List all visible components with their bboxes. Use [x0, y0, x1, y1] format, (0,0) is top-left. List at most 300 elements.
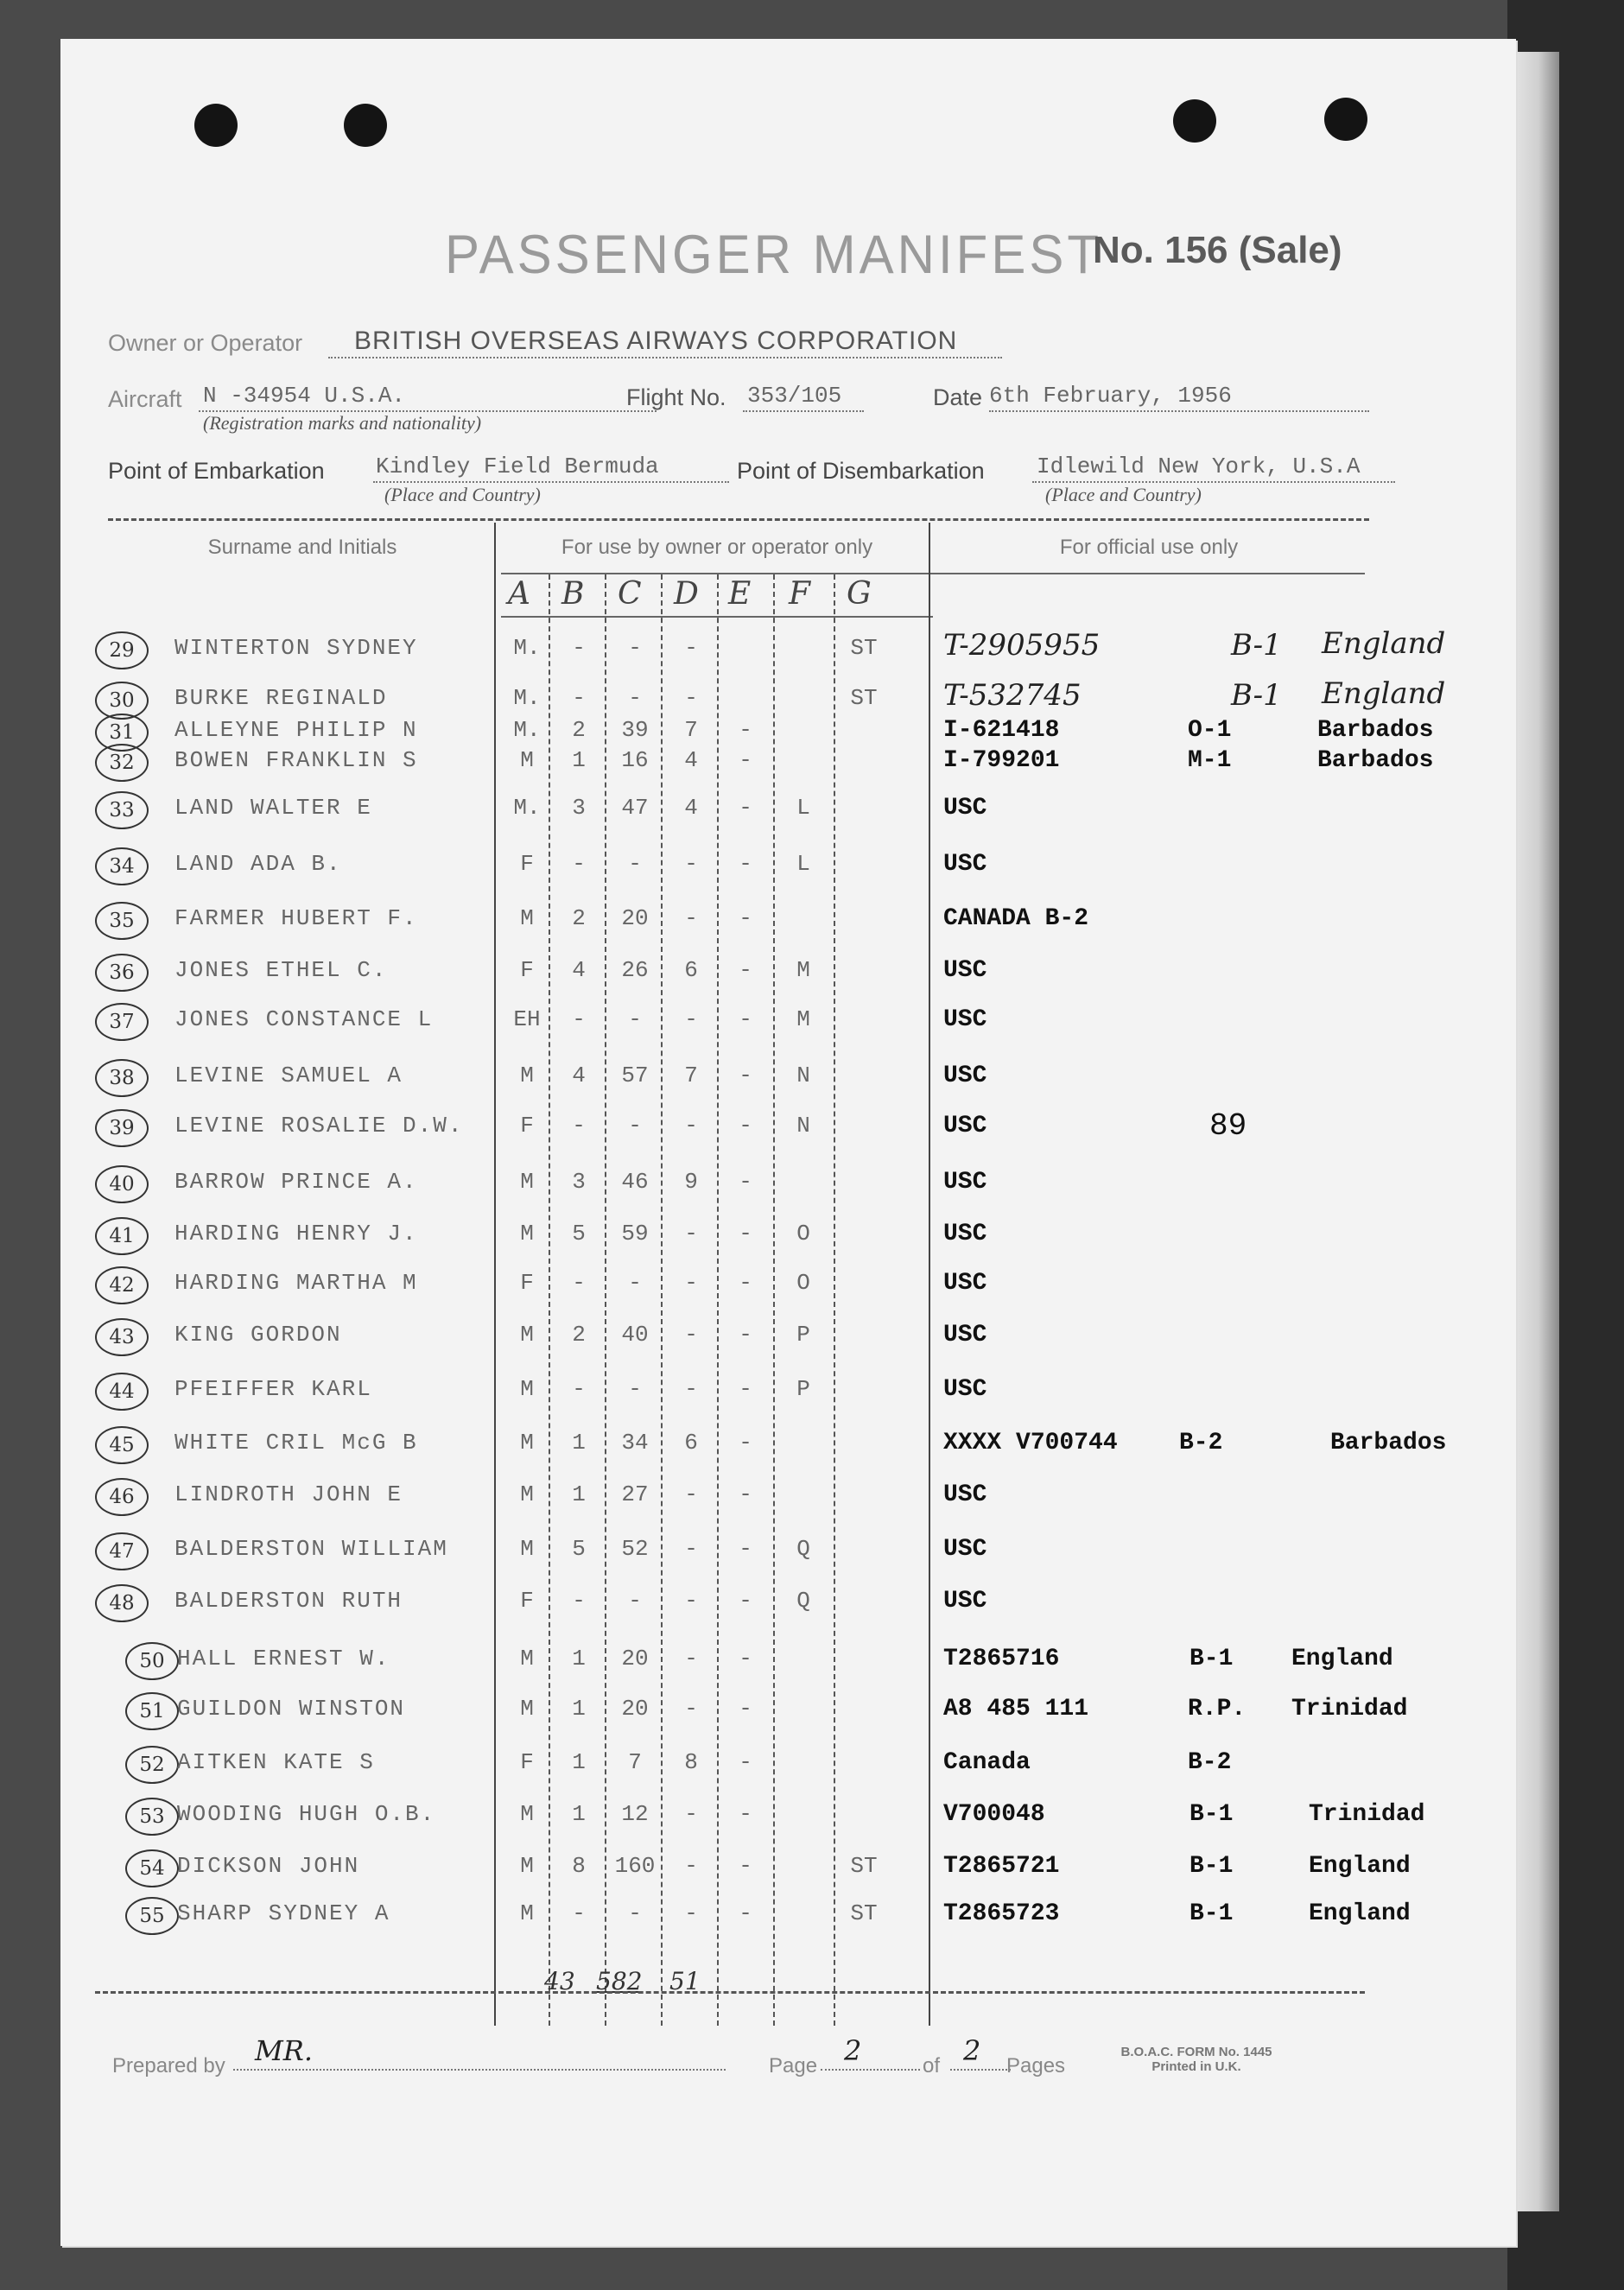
disembarkation-underline	[1032, 481, 1395, 483]
column-e-cell: -	[739, 1430, 752, 1456]
passenger-number: 37	[95, 1003, 149, 1041]
column-a-cell: F	[520, 1588, 534, 1614]
column-c-cell: 47	[621, 795, 649, 821]
aircraft-label: Aircraft	[108, 386, 182, 412]
punch-hole	[1173, 99, 1216, 143]
official-document-number: USC	[943, 1006, 987, 1033]
official-document-number: USC	[943, 1536, 987, 1563]
column-d-cell: 9	[684, 1169, 698, 1195]
column-a-cell: M	[520, 1481, 534, 1507]
column-f-cell: P	[796, 1376, 810, 1402]
passenger-number: 35	[95, 902, 149, 940]
passenger-name: LINDROTH JOHN E	[174, 1481, 403, 1507]
column-e-cell: -	[739, 1113, 752, 1139]
column-b-cell: 5	[572, 1536, 586, 1562]
passenger-number: 42	[95, 1266, 149, 1304]
column-d-cell: -	[684, 1801, 698, 1827]
table-row	[60, 1749, 1516, 1784]
passenger-name: LEVINE SAMUEL A	[174, 1063, 403, 1088]
official-document-number: Canada	[943, 1749, 1031, 1776]
form-number	[1110, 2045, 1283, 2074]
column-g-cell: ST	[850, 1900, 878, 1926]
table-row	[60, 1900, 1516, 1935]
column-a-cell: M	[520, 747, 534, 773]
column-c-cell: 34	[621, 1430, 649, 1456]
punch-hole	[194, 104, 238, 147]
passenger-number: 31	[95, 714, 149, 752]
punch-hole	[1324, 98, 1367, 141]
passenger-name: HARDING HENRY J.	[174, 1221, 418, 1246]
pages-value: 2	[963, 2034, 981, 2067]
official-visa-class: B-1	[1231, 678, 1282, 713]
official-document-number: USC	[943, 1169, 987, 1196]
column-b-cell: 2	[572, 717, 586, 743]
column-f-cell: M	[796, 1006, 810, 1032]
column-e-cell: -	[739, 1900, 752, 1926]
table-row	[60, 957, 1516, 992]
embarkation-value: Kindley Field Bermuda	[376, 454, 659, 479]
column-letter: B	[561, 576, 585, 612]
disembarkation-label: Point of Disembarkation	[737, 458, 985, 484]
owner-label: Owner or Operator	[108, 330, 303, 356]
column-d-cell: 4	[684, 795, 698, 821]
column-a-cell: M	[520, 1430, 534, 1456]
manifest-number: No. 156 (Sale)	[1093, 229, 1342, 271]
disembarkation-note: (Place and Country)	[1045, 484, 1202, 505]
passenger-name: BURKE REGINALD	[174, 685, 388, 711]
page-label: Page	[769, 2054, 818, 2077]
official-nationality: England	[1309, 1900, 1411, 1927]
passenger-number: 54	[125, 1849, 179, 1887]
passenger-name: LAND WALTER E	[174, 795, 372, 821]
passenger-number: 39	[95, 1109, 149, 1147]
table-row	[60, 1322, 1516, 1356]
passenger-name: FARMER HUBERT F.	[174, 905, 418, 931]
column-a-cell: M	[520, 1646, 534, 1672]
passenger-number: 30	[95, 682, 149, 720]
date-label: Date	[933, 384, 983, 410]
column-e-cell: -	[739, 1696, 752, 1722]
column-c-cell: 20	[621, 905, 649, 931]
column-c-cell: 12	[621, 1801, 649, 1827]
passenger-number: 32	[95, 744, 149, 782]
passenger-name: WOODING HUGH O.B.	[177, 1801, 436, 1827]
table-row	[60, 1588, 1516, 1622]
table-bottom-rule	[95, 1991, 1365, 1994]
table-row	[60, 1270, 1516, 1304]
official-nationality: Barbados	[1317, 717, 1434, 744]
column-c-cell: 59	[621, 1221, 649, 1246]
column-d-cell: -	[684, 1481, 698, 1507]
passenger-number: 41	[95, 1217, 149, 1255]
column-d-cell: -	[684, 635, 698, 661]
header-underline	[501, 573, 1365, 574]
aircraft-value: N -34954 U.S.A.	[203, 383, 406, 409]
column-f-cell: P	[796, 1322, 810, 1348]
official-document-number: USC	[943, 1063, 987, 1089]
column-g-cell: ST	[850, 685, 878, 711]
total-b: 43	[544, 1967, 575, 1995]
page-value: 2	[844, 2034, 862, 2067]
column-c-cell: 160	[614, 1853, 656, 1879]
punch-hole	[344, 104, 387, 147]
column-d-cell: -	[684, 1588, 698, 1614]
column-d-cell: -	[684, 1376, 698, 1402]
column-d-cell: -	[684, 1853, 698, 1879]
form-line-1: B.O.A.C. FORM No. 1445	[1120, 2045, 1272, 2059]
column-c-cell: -	[628, 851, 642, 877]
page-title: PASSENGER MANIFEST	[445, 224, 1103, 285]
passenger-name: BOWEN FRANKLIN S	[174, 747, 418, 773]
column-a-cell: M.	[513, 795, 541, 821]
column-b-cell: 2	[572, 905, 586, 931]
column-d-cell: -	[684, 1270, 698, 1296]
owner-underline	[328, 357, 1002, 358]
passenger-number: 45	[95, 1426, 149, 1464]
official-visa-class: B-2	[1188, 1749, 1232, 1776]
total-d: 51	[669, 1967, 701, 1995]
passenger-number: 48	[95, 1584, 149, 1622]
passenger-number: 52	[125, 1746, 179, 1784]
column-e-cell: -	[739, 747, 752, 773]
column-c-cell: 20	[621, 1696, 649, 1722]
table-row	[60, 1063, 1516, 1097]
column-a-cell: F	[520, 1113, 534, 1139]
column-e-cell: -	[739, 1322, 752, 1348]
column-d-cell: 7	[684, 717, 698, 743]
official-nationality: Barbados	[1317, 747, 1434, 774]
column-d-cell: 6	[684, 1430, 698, 1456]
official-visa-class: B-1	[1189, 1646, 1234, 1672]
column-b-cell: -	[572, 1588, 586, 1614]
official-document-number: USC	[943, 851, 987, 878]
column-b-cell: 4	[572, 1063, 586, 1088]
passenger-name: JONES ETHEL C.	[174, 957, 388, 983]
column-f-cell: M	[796, 957, 810, 983]
column-c-cell: 39	[621, 717, 649, 743]
column-c-cell: 27	[621, 1481, 649, 1507]
disembarkation-value: Idlewild New York, U.S.A	[1037, 454, 1361, 479]
column-a-cell: M	[520, 1169, 534, 1195]
table-row	[60, 851, 1516, 885]
column-d-cell: -	[684, 685, 698, 711]
column-d-cell: -	[684, 1006, 698, 1032]
official-document-number: USC	[943, 1588, 987, 1614]
column-g-cell: ST	[850, 1853, 878, 1879]
passenger-name: GUILDON WINSTON	[177, 1696, 406, 1722]
passenger-name: BALDERSTON WILLIAM	[174, 1536, 448, 1562]
column-d-cell: -	[684, 1646, 698, 1672]
flight-underline	[743, 410, 864, 412]
column-d-cell: -	[684, 1900, 698, 1926]
table-row	[60, 1169, 1516, 1203]
passenger-name: SHARP SYDNEY A	[177, 1900, 390, 1926]
passenger-number: 55	[125, 1897, 179, 1935]
official-document-number: USC	[943, 1376, 987, 1403]
date-value: 6th February, 1956	[989, 383, 1232, 409]
passenger-name: LAND ADA B.	[174, 851, 342, 877]
column-e-cell: -	[739, 1801, 752, 1827]
column-b-cell: -	[572, 1270, 586, 1296]
table-row	[60, 1696, 1516, 1730]
column-c-cell: -	[628, 1376, 642, 1402]
column-c-cell: -	[628, 1900, 642, 1926]
column-c-cell: 7	[628, 1749, 642, 1775]
column-b-cell: -	[572, 685, 586, 711]
column-d-cell: 4	[684, 747, 698, 773]
official-document-number: A8 485 111	[943, 1696, 1089, 1722]
column-b-cell: 4	[572, 957, 586, 983]
official-visa-class: B-1	[1189, 1801, 1234, 1828]
official-document-number: V700048	[943, 1801, 1045, 1828]
passenger-name: HARDING MARTHA M	[174, 1270, 418, 1296]
official-document-number: USC	[943, 1481, 987, 1508]
passenger-number: 38	[95, 1059, 149, 1097]
flight-value: 353/105	[747, 383, 842, 409]
passenger-number: 46	[95, 1478, 149, 1516]
column-b-cell: 1	[572, 1646, 586, 1672]
column-e-cell: -	[739, 1006, 752, 1032]
page-underline	[821, 2069, 920, 2071]
date-underline	[989, 410, 1369, 412]
passenger-number: 44	[95, 1373, 149, 1411]
table-row	[60, 1536, 1516, 1570]
column-f-cell: N	[796, 1063, 810, 1088]
column-e-cell: -	[739, 1376, 752, 1402]
table-row	[60, 795, 1516, 829]
column-c-cell: 46	[621, 1169, 649, 1195]
column-d-cell: -	[684, 905, 698, 931]
column-d-cell: -	[684, 1322, 698, 1348]
official-document-number: T-2905955	[943, 628, 1101, 663]
column-e-cell: -	[739, 1169, 752, 1195]
total-c: 582	[596, 1967, 643, 1995]
column-c-cell: -	[628, 1588, 642, 1614]
table-row	[60, 1646, 1516, 1680]
column-a-cell: M	[520, 1221, 534, 1246]
column-e-cell: -	[739, 717, 752, 743]
official-document-number: USC	[943, 1270, 987, 1297]
column-e-cell: -	[739, 1588, 752, 1614]
column-a-cell: M	[520, 905, 534, 931]
column-a-cell: M	[520, 1322, 534, 1348]
passenger-name: BALDERSTON RUTH	[174, 1588, 403, 1614]
column-c-cell: 26	[621, 957, 649, 983]
column-c-cell: -	[628, 635, 642, 661]
passenger-number: 40	[95, 1165, 149, 1203]
official-nationality: England	[1322, 676, 1446, 711]
owner-use-header: For use by owner or operator only	[561, 536, 873, 559]
column-b-cell: 1	[572, 1749, 586, 1775]
header-top-rule	[108, 518, 1369, 521]
column-c-cell: 16	[621, 747, 649, 773]
column-c-cell: 20	[621, 1646, 649, 1672]
official-document-number: I-799201	[943, 747, 1060, 774]
column-d-cell: 7	[684, 1063, 698, 1088]
table-row	[60, 1108, 1516, 1147]
column-c-cell: 52	[621, 1536, 649, 1562]
column-d-cell: -	[684, 851, 698, 877]
official-visa-class: B-1	[1189, 1853, 1234, 1880]
column-b-cell: 3	[572, 1169, 586, 1195]
prepared-by-label: Prepared by	[112, 2054, 225, 2077]
column-b-cell: -	[572, 635, 586, 661]
column-a-cell: M.	[513, 685, 541, 711]
column-e-cell: -	[739, 1853, 752, 1879]
passenger-name: WINTERTON SYDNEY	[174, 635, 418, 661]
column-e-cell: -	[739, 1221, 752, 1246]
embarkation-label: Point of Embarkation	[108, 458, 325, 484]
column-b-cell: 1	[572, 747, 586, 773]
passenger-number: 47	[95, 1532, 149, 1570]
column-a-cell: EH	[513, 1006, 541, 1032]
column-e-cell: -	[739, 1270, 752, 1296]
official-document-number: I-621418	[943, 717, 1060, 744]
official-document-number: USC	[943, 795, 987, 821]
column-f-cell: L	[796, 795, 810, 821]
passenger-number: 53	[125, 1798, 179, 1836]
column-f-cell: O	[796, 1221, 810, 1246]
column-a-cell: M.	[513, 717, 541, 743]
official-document-number: T-532745	[943, 678, 1082, 713]
passenger-number: 50	[125, 1642, 179, 1680]
table-row	[60, 1481, 1516, 1516]
official-nationality: Barbados	[1330, 1430, 1447, 1456]
surname-header: Surname and Initials	[207, 536, 397, 559]
official-nationality: England	[1322, 626, 1446, 661]
passenger-number: 34	[95, 847, 149, 885]
column-d-cell: 8	[684, 1749, 698, 1775]
column-letter: C	[618, 576, 642, 612]
column-e-cell: -	[739, 795, 752, 821]
column-a-cell: M	[520, 1853, 534, 1879]
official-document-number: T2865721	[943, 1853, 1060, 1880]
table-row	[60, 717, 1516, 752]
passenger-number: 36	[95, 954, 149, 992]
column-e-cell: -	[739, 1749, 752, 1775]
passenger-name: PFEIFFER KARL	[174, 1376, 372, 1402]
column-b-cell: 3	[572, 795, 586, 821]
table-row	[60, 1006, 1516, 1041]
column-a-cell: M.	[513, 635, 541, 661]
column-a-cell: M	[520, 1696, 534, 1722]
column-a-cell: M	[520, 1900, 534, 1926]
column-b-cell: -	[572, 1376, 586, 1402]
passenger-name: BARROW PRINCE A.	[174, 1169, 418, 1195]
column-e-cell: -	[739, 905, 752, 931]
official-visa-class: B-1	[1189, 1900, 1234, 1927]
column-e-cell: -	[739, 1481, 752, 1507]
official-use-header: For official use only	[1059, 536, 1239, 559]
flight-label: Flight No.	[626, 384, 726, 410]
official-visa-class: R.P.	[1188, 1696, 1247, 1722]
official-visa-class: O-1	[1188, 717, 1232, 744]
column-a-cell: M	[520, 1801, 534, 1827]
official-document-number: T2865716	[943, 1646, 1060, 1672]
column-f-cell: N	[796, 1113, 810, 1139]
column-b-cell: 1	[572, 1696, 586, 1722]
table-row	[60, 1376, 1516, 1411]
column-g-cell: ST	[850, 635, 878, 661]
prepared-by-underline	[233, 2069, 726, 2071]
table-row	[60, 905, 1516, 940]
passenger-name: HALL ERNEST W.	[177, 1646, 390, 1672]
table-row	[60, 1430, 1516, 1464]
column-c-cell: 57	[621, 1063, 649, 1088]
embarkation-underline	[373, 481, 729, 483]
column-a-cell: M	[520, 1376, 534, 1402]
column-letter: A	[508, 576, 530, 612]
official-visa-class: B-2	[1179, 1430, 1223, 1456]
column-letter: F	[789, 576, 810, 612]
column-b-cell: 1	[572, 1481, 586, 1507]
column-b-cell: -	[572, 1006, 586, 1032]
passenger-name: KING GORDON	[174, 1322, 342, 1348]
official-nationality: Trinidad	[1309, 1801, 1425, 1828]
column-e-cell: -	[739, 1646, 752, 1672]
column-b-cell: -	[572, 1113, 586, 1139]
column-b-cell: 8	[572, 1853, 586, 1879]
column-a-cell: F	[520, 1749, 534, 1775]
column-a-cell: M	[520, 1063, 534, 1088]
column-letter: G	[847, 576, 872, 612]
table-row	[60, 676, 1516, 720]
column-f-cell: Q	[796, 1536, 810, 1562]
passenger-number: 29	[95, 631, 149, 669]
official-document-number: USC	[943, 1113, 987, 1139]
official-nationality: Trinidad	[1291, 1696, 1408, 1722]
passenger-name: ALLEYNE PHILIP N	[174, 717, 418, 743]
official-document-number: USC	[943, 1322, 987, 1348]
column-letter: E	[728, 576, 752, 612]
passenger-number: 51	[125, 1692, 179, 1730]
passenger-number: 33	[95, 791, 149, 829]
column-a-cell: M	[520, 1536, 534, 1562]
column-b-cell: 2	[572, 1322, 586, 1348]
official-document-number: CANADA B-2	[943, 905, 1089, 932]
official-visa-class: 89	[1209, 1108, 1247, 1144]
passenger-name: WHITE CRIL McG B	[174, 1430, 418, 1456]
column-e-cell: -	[739, 1536, 752, 1562]
manifest-page	[60, 39, 1516, 2246]
official-nationality: England	[1291, 1646, 1393, 1672]
column-e-cell: -	[739, 851, 752, 877]
of-label: of	[923, 2054, 941, 2077]
form-line-2: Printed in U.K.	[1151, 2059, 1241, 2074]
official-document-number: T2865723	[943, 1900, 1060, 1927]
column-c-cell: -	[628, 1113, 642, 1139]
passenger-name: AITKEN KATE S	[177, 1749, 375, 1775]
table-row	[60, 1221, 1516, 1255]
column-c-cell: -	[628, 1006, 642, 1032]
table-row	[60, 1853, 1516, 1887]
column-f-cell: L	[796, 851, 810, 877]
column-d-cell: -	[684, 1696, 698, 1722]
column-d-cell: -	[684, 1221, 698, 1246]
official-document-number: USC	[943, 957, 987, 984]
column-d-cell: 6	[684, 957, 698, 983]
owner-value: BRITISH OVERSEAS AIRWAYS CORPORATION	[354, 327, 958, 355]
table-row	[60, 747, 1516, 782]
column-e-cell: -	[739, 957, 752, 983]
passenger-name: DICKSON JOHN	[177, 1853, 360, 1879]
pages-underline	[950, 2069, 1011, 2071]
column-d-cell: -	[684, 1536, 698, 1562]
passenger-name: LEVINE ROSALIE D.W.	[174, 1113, 464, 1139]
column-letter: D	[674, 576, 699, 612]
prepared-by-value: MR.	[255, 2034, 314, 2067]
pages-label: Pages	[1006, 2054, 1066, 2077]
